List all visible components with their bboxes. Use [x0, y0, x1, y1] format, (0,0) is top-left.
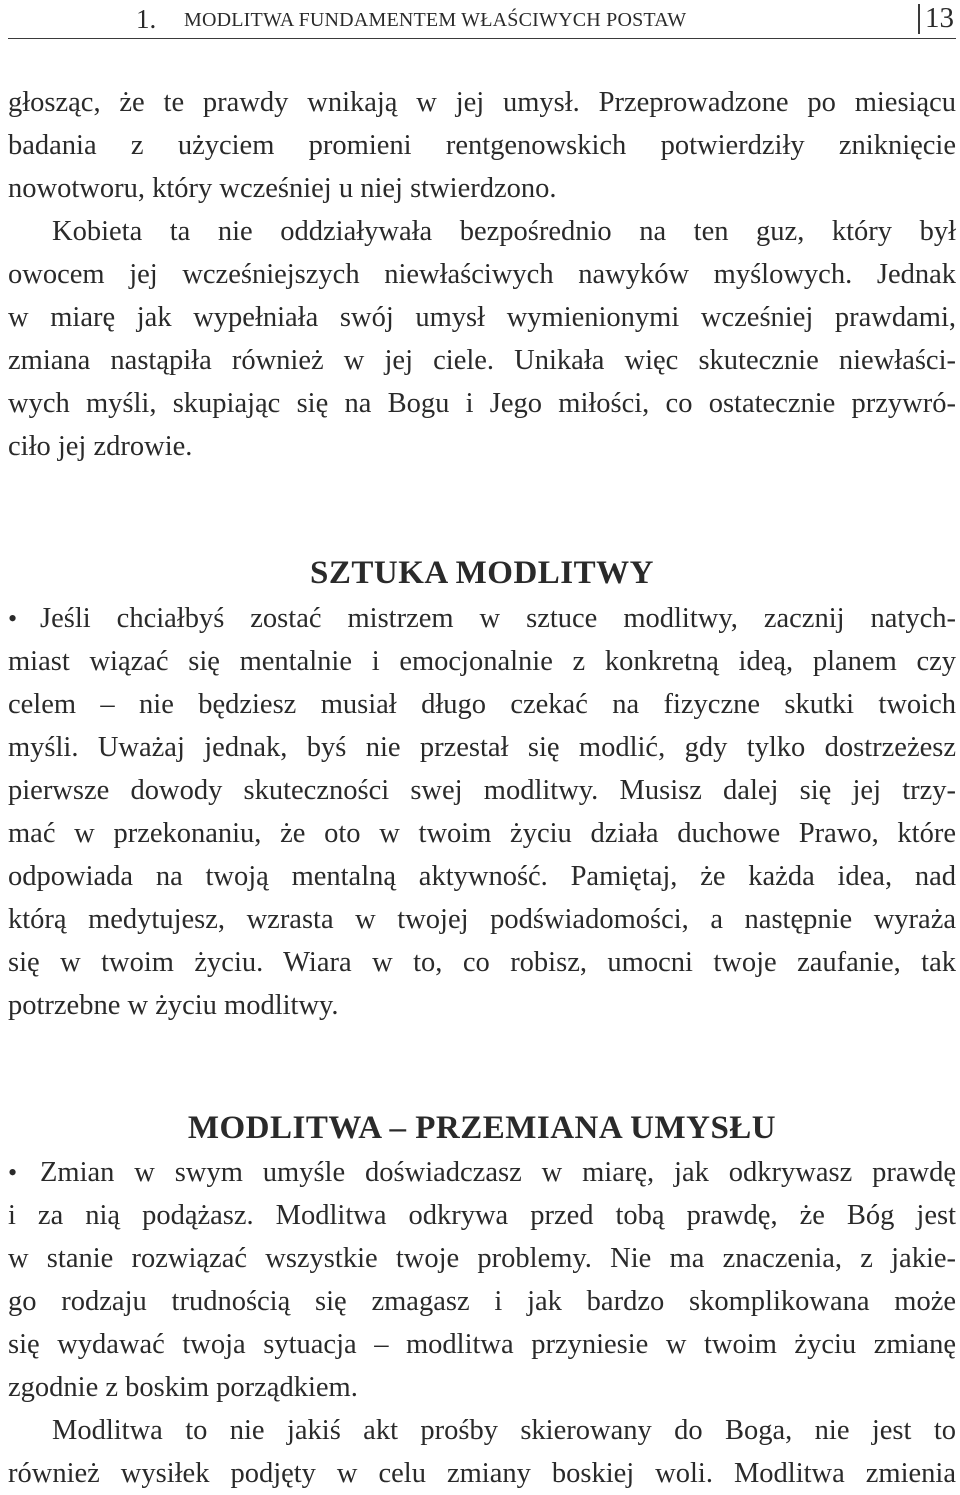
text-line: się w twoim życiu. Wiara w to, co robisz, umocni twoje zaufanie, tak [8, 947, 956, 978]
section-heading-sztuka-modlitwy: SZTUKA MODLITWY [310, 555, 654, 591]
text-line: którą medytujesz, wzrasta w twojej podświadomości, a następnie wyraża [8, 904, 956, 935]
text-line: miast wiązać się mentalnie i emocjonalnie z konkretną ideą, planem czy [8, 646, 956, 677]
intro-text [8, 81, 956, 468]
text-line: Jeśli chciałbyś zostać mistrzem w sztuce modlitwy, zacznij natych- [40, 603, 956, 634]
section-heading-przemiana-umyslu: MODLITWA – PRZEMIANA UMYSŁU [187, 1110, 777, 1146]
running-header [8, 0, 956, 39]
text-line: myśli. Uważaj jednak, byś nie przestał się modlić, gdy tylko dostrzeżesz [8, 732, 956, 763]
text-line: zgodnie z boskim porządkiem. [8, 1372, 358, 1403]
header-separator [918, 4, 920, 34]
page-number: 13 [925, 2, 954, 34]
chapter-title: MODLITWA FUNDAMENTEM WŁAŚCIWYCH POSTAW [184, 9, 687, 31]
text-line: go rodzaju trudnością się zmagasz i jak bardzo skomplikowana może [8, 1286, 956, 1317]
text-line: pierwsze dowody skuteczności swej modlitwy. Musisz dalej się jej trzy- [8, 775, 956, 806]
text-line: Zmian w swym umyśle doświadczasz w miarę, jak odkrywasz prawdę [40, 1157, 956, 1188]
bullet-icon: • [8, 604, 18, 633]
text-line: się wydawać twoja sytuacja – modlitwa przyniesie w twoim życiu zmianę [8, 1329, 956, 1360]
text-line: celem – nie będziesz musiał długo czekać na fizyczne skutki twoich [8, 689, 956, 720]
text-line: w stanie rozwiązać wszystkie twoje problemy. Nie ma znaczenia, z jakie- [8, 1243, 956, 1274]
text-line: głosząc, że te prawdy wnikają w jej umysł. Przeprowadzone po miesiącu [8, 87, 956, 118]
text-line: Modlitwa to nie jakiś akt prośby skierowany do Boga, nie jest to [52, 1415, 956, 1446]
section2-text [8, 1151, 956, 1495]
text-line: mać w przekonaniu, że oto w twoim życiu działa duchowe Prawo, które [8, 818, 956, 849]
text-line: owocem jej wcześniejszych niewłaściwych nawyków myślowych. Jednak [8, 259, 956, 290]
text-line: wych myśli, skupiając się na Bogu i Jego miłości, co ostatecznie przywró- [8, 388, 956, 419]
section1-text [8, 597, 956, 1027]
text-line: odpowiada na twoją mentalną aktywność. Pamiętaj, że każda idea, nad [8, 861, 956, 892]
text-line: badania z użyciem promieni rentgenowskich potwierdziły zniknięcie [8, 130, 956, 161]
text-line: w miarę jak wypełniała swój umysł wymienionymi wcześniej prawdami, [8, 302, 956, 333]
text-line: również wysiłek podjęty w celu zmiany boskiej woli. Modlitwa zmienia [8, 1458, 956, 1489]
text-line: Kobieta ta nie oddziaływała bezpośrednio na ten guz, który był [52, 216, 956, 247]
text-line: ciło jej zdrowie. [8, 431, 193, 462]
text-line: nowotworu, który wcześniej u niej stwierdzono. [8, 173, 557, 204]
text-line: zmiana nastąpiła również w jej ciele. Unikała więc skutecznie niewłaści- [8, 345, 956, 376]
text-line: i za nią podążasz. Modlitwa odkrywa przed tobą prawdę, że Bóg jest [8, 1200, 956, 1231]
bullet-line [8, 1151, 956, 1194]
book-page [8, 0, 956, 1493]
bullet-icon: • [8, 1158, 18, 1187]
text-line: potrzebne w życiu modlitwy. [8, 990, 339, 1021]
chapter-number: 1. [136, 4, 157, 34]
bullet-line [8, 597, 956, 640]
